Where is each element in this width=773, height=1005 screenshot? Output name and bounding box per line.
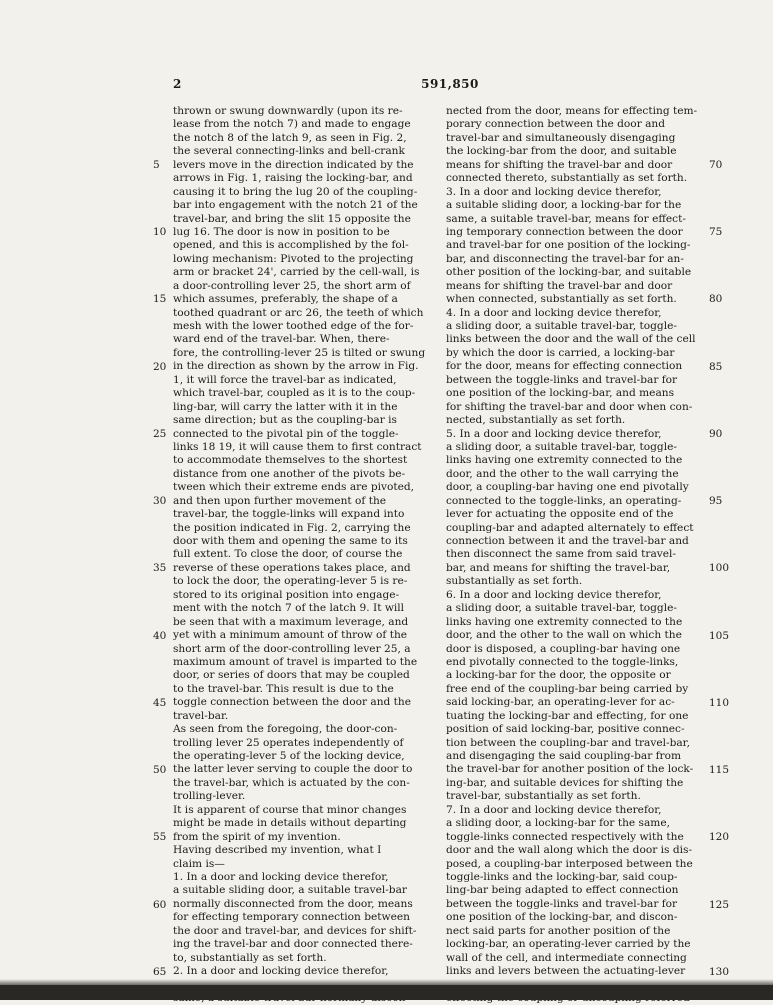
text-line: one position of the locking-bar, and discon- xyxy=(446,911,678,924)
text-line: ing the travel-bar and door connected there- xyxy=(173,938,413,951)
right-text-column xyxy=(446,105,697,1005)
text-line: nect said parts for another position of the xyxy=(446,924,671,937)
text-line: locking-bar, an operating-lever carried by the xyxy=(446,938,691,951)
text-line: thrown or swung downwardly (upon its re- xyxy=(173,105,403,117)
line-number: 90 xyxy=(709,427,723,440)
text-line: bar into engagement with the notch 21 of the xyxy=(173,199,418,212)
patent-number: 591,850 xyxy=(421,77,479,91)
text-line: to lock the door, the operating-lever 5 is re- xyxy=(173,575,408,588)
line-number: 130 xyxy=(709,965,730,978)
line-number: 40 xyxy=(153,629,167,642)
text-line: travel-bar. xyxy=(173,709,229,722)
line-number: 50 xyxy=(153,764,167,777)
line-number: 20 xyxy=(153,360,167,373)
text-line: one position of the locking-bar, and means xyxy=(446,387,675,400)
text-line: by which the door is carried, a locking-bar xyxy=(446,346,675,359)
text-line: for shifting the travel-bar and door when con- xyxy=(446,400,693,413)
text-line: links between the door and the wall of the cell xyxy=(446,333,696,346)
text-line: for effecting temporary connection between xyxy=(173,911,410,924)
text-line: door is disposed, a coupling-bar having one xyxy=(446,642,681,655)
text-line: lug 16. The door is now in position to be xyxy=(173,225,390,238)
text-line: bar, and means for shifting the travel-bar, xyxy=(446,561,671,574)
text-line: the notch 8 of the latch 9, as seen in Fig. 2, xyxy=(173,131,407,144)
line-number: 45 xyxy=(153,696,167,709)
text-line: It is apparent of course that minor changes xyxy=(173,803,407,816)
text-line: links 18 19, it will cause them to first contract xyxy=(173,440,422,453)
text-line: a sliding door, a suitable travel-bar, toggle- xyxy=(446,440,677,453)
text-line: the travel-bar for another position of the lock- xyxy=(446,763,694,776)
text-line: 2. In a door and locking device therefor, xyxy=(173,965,389,977)
text-line: the latter lever serving to couple the door to xyxy=(173,763,413,776)
text-line: As seen from the foregoing, the door-con- xyxy=(173,723,398,736)
text-line: means for shifting the travel-bar and door xyxy=(446,279,673,292)
text-line: lowing mechanism: Pivoted to the projecting xyxy=(173,252,414,265)
text-line: connection between it and the travel-bar and xyxy=(446,535,689,547)
text-line: 6. In a door and locking device therefor, xyxy=(446,588,662,601)
text-line: same direction; but as the coupling-bar is xyxy=(173,414,397,427)
text-line: door, and the other to the wall carrying the xyxy=(446,467,679,480)
text-line: door and the wall along which the door is dis- xyxy=(446,844,693,857)
text-line: a locking-bar for the door, the opposite or xyxy=(446,669,671,682)
text-line: and then upon further movement of the xyxy=(173,494,387,507)
text-line: between the toggle-links and travel-bar for xyxy=(446,897,678,910)
text-line: trolling lever 25 operates independently of xyxy=(173,736,404,749)
text-line: nected, substantially as set forth. xyxy=(446,414,626,427)
text-line: in the direction as shown by the arrow in Fig. xyxy=(173,360,419,373)
text-line: when connected, substantially as set forth. xyxy=(446,293,677,306)
text-line: door with them and opening the same to its xyxy=(173,535,408,547)
text-line: tuating the locking-bar and effecting, for one xyxy=(446,709,689,722)
page-number: 2 xyxy=(173,77,182,91)
text-line: ing temporary connection between the door xyxy=(446,225,683,238)
text-line: to, substantially as set forth. xyxy=(173,951,327,964)
text-line: levers move in the direction indicated by the xyxy=(173,158,414,171)
text-line: said locking-bar, an operating-lever for ac- xyxy=(446,696,675,709)
line-number: 110 xyxy=(709,696,730,709)
text-line: ling-bar, will carry the latter with it in the xyxy=(173,400,398,413)
text-line: posed, a coupling-bar interposed between the xyxy=(446,857,693,870)
text-line: travel-bar, and bring the slit 15 opposite the xyxy=(173,212,411,225)
text-line: and disengaging the said coupling-bar from xyxy=(446,750,682,762)
line-number: 10 xyxy=(153,226,167,239)
text-line: opened, and this is accomplished by the fol- xyxy=(173,239,409,252)
line-number: 60 xyxy=(153,898,167,911)
line-number: 125 xyxy=(709,898,730,911)
text-line: door, and the other to the wall on which the xyxy=(446,629,682,642)
text-line: wall of the cell, and intermediate connecting xyxy=(446,951,687,964)
line-number: 35 xyxy=(153,562,167,575)
line-number: 100 xyxy=(709,562,730,575)
line-number: 55 xyxy=(153,831,167,844)
text-line: end pivotally connected to the toggle-links, xyxy=(446,655,679,668)
text-line: yet with a minimum amount of throw of the xyxy=(173,629,408,642)
text-line: lease from the notch 7) and made to engage xyxy=(173,118,411,131)
text-line: nected from the door, means for effecting tem- xyxy=(446,105,698,117)
text-line: distance from one another of the pivots be- xyxy=(173,467,406,480)
text-line: then disconnect the same from said travel- xyxy=(446,548,677,561)
scan-bottom-border xyxy=(0,985,773,1000)
text-line: fore, the controlling-lever 25 is tilted or swung xyxy=(173,346,426,359)
text-line: means for shifting the travel-bar and door xyxy=(446,158,673,171)
line-number: 105 xyxy=(709,629,730,642)
text-line: 4. In a door and locking device therefor, xyxy=(446,306,662,319)
text-line: other position of the locking-bar, and suitable xyxy=(446,266,692,279)
text-line: a sliding door, a suitable travel-bar, toggle- xyxy=(446,602,677,615)
text-line: links having one extremity connected to the xyxy=(446,454,683,467)
line-number: 85 xyxy=(709,360,723,373)
text-line: to accommodate themselves to the shortest xyxy=(173,454,408,467)
line-number: 120 xyxy=(709,831,730,844)
line-number: 5 xyxy=(153,158,160,171)
text-line: ment with the notch 7 of the latch 9. It will xyxy=(173,602,405,615)
text-line: a door-controlling lever 25, the short arm of xyxy=(173,279,411,292)
text-line: stored to its original position into engage- xyxy=(173,588,400,601)
text-line: mesh with the lower toothed edge of the for- xyxy=(173,320,414,332)
text-line: causing it to bring the lug 20 of the coupling- xyxy=(173,185,418,198)
text-line: toggle-links connected respectively with the xyxy=(446,830,684,843)
text-line: normally disconnected from the door, means xyxy=(173,897,413,910)
text-line: the door and travel-bar, and devices for shift- xyxy=(173,924,417,937)
text-line: toggle-links and the locking-bar, said coup- xyxy=(446,870,678,883)
text-line: 7. In a door and locking device therefor, xyxy=(446,803,662,816)
left-text-column xyxy=(173,105,425,1005)
text-line: bar, and disconnecting the travel-bar for an- xyxy=(446,252,684,265)
text-line: full extent. To close the door, of course the xyxy=(173,548,403,561)
line-number: 30 xyxy=(153,495,167,508)
text-line: a suitable sliding door, a suitable travel-bar xyxy=(173,884,407,897)
text-line: the position indicated in Fig. 2, carrying the xyxy=(173,521,411,534)
text-line: same, a suitable travel-bar, means for effect- xyxy=(446,212,686,225)
text-line: be seen that with a maximum leverage, and xyxy=(173,615,409,628)
text-line: which assumes, preferably, the shape of a xyxy=(173,293,398,306)
text-line: lever for actuating the opposite end of the xyxy=(446,508,674,521)
text-line: 1, it will force the travel-bar as indicated, xyxy=(173,373,397,386)
text-line: claim is— xyxy=(173,857,225,870)
text-line: for the door, means for effecting connection xyxy=(446,360,683,373)
text-line: 3. In a door and locking device therefor, xyxy=(446,185,662,198)
text-line: links and levers between the actuating-lever xyxy=(446,965,686,977)
text-line: connected to the toggle-links, an operating- xyxy=(446,494,682,507)
text-line: 1. In a door and locking device therefor, xyxy=(173,870,389,883)
text-line: a suitable sliding door, a locking-bar for the xyxy=(446,199,682,212)
text-line: position of said locking-bar, positive connec- xyxy=(446,723,685,736)
line-number: 25 xyxy=(153,427,167,440)
text-line: porary connection between the door and xyxy=(446,118,666,131)
text-line: to the travel-bar. This result is due to the xyxy=(173,682,394,695)
line-number: 70 xyxy=(709,158,723,171)
text-line: maximum amount of travel is imparted to the xyxy=(173,655,418,668)
line-number: 75 xyxy=(709,226,723,239)
text-line: substantially as set forth. xyxy=(446,575,583,588)
text-line: a sliding door, a locking-bar for the same, xyxy=(446,817,670,830)
line-number: 80 xyxy=(709,293,723,306)
text-line: the several connecting-links and bell-crank xyxy=(173,145,405,158)
text-line: tion between the coupling-bar and travel-bar, xyxy=(446,736,690,749)
text-line: door, a coupling-bar having one end pivotally xyxy=(446,481,689,494)
text-line: coupling-bar and adapted alternately to effect xyxy=(446,521,694,534)
text-line: reverse of these operations takes place, and xyxy=(173,561,411,574)
text-line: free end of the coupling-bar being carried by xyxy=(446,682,689,695)
text-line: arrows in Fig. 1, raising the locking-bar, and xyxy=(173,172,413,185)
text-line: the operating-lever 5 of the locking device, xyxy=(173,750,405,762)
text-line: a sliding door, a suitable travel-bar, toggle- xyxy=(446,320,677,332)
text-line: ing-bar, and suitable devices for shifting the xyxy=(446,776,684,789)
text-line: short arm of the door-controlling lever 25, a xyxy=(173,642,411,655)
line-number: 115 xyxy=(709,764,730,777)
text-line: which travel-bar, coupled as it is to the coup- xyxy=(173,387,416,400)
text-line: arm or bracket 24', carried by the cell-wall, is xyxy=(173,266,420,279)
line-number: 65 xyxy=(153,965,167,978)
text-line: the travel-bar, which is actuated by the con- xyxy=(173,776,410,789)
text-line: tween which their extreme ends are pivoted, xyxy=(173,481,415,494)
text-line: between the toggle-links and travel-bar for xyxy=(446,373,678,386)
line-number: 15 xyxy=(153,293,167,306)
text-line: toggle connection between the door and the xyxy=(173,696,412,709)
text-line: 5. In a door and locking device therefor, xyxy=(446,427,662,440)
text-line: Having described my invention, what I xyxy=(173,844,382,857)
text-line: ward end of the travel-bar. When, there- xyxy=(173,333,390,346)
text-line: door, or series of doors that may be coupled xyxy=(173,669,410,682)
text-line: links having one extremity connected to the xyxy=(446,615,683,628)
text-line: the locking-bar from the door, and suitable xyxy=(446,145,677,158)
text-line: and travel-bar for one position of the locking- xyxy=(446,239,691,252)
text-line: travel-bar and simultaneously disengaging xyxy=(446,131,676,144)
text-line: connected thereto, substantially as set forth. xyxy=(446,172,688,185)
line-number: 95 xyxy=(709,495,723,508)
text-line: might be made in details without departing xyxy=(173,817,407,830)
text-line: travel-bar, the toggle-links will expand into xyxy=(173,508,405,521)
text-line: trolling-lever. xyxy=(173,790,246,803)
text-line: connected to the pivotal pin of the toggle- xyxy=(173,427,399,440)
text-line: travel-bar, substantially as set forth. xyxy=(446,790,641,803)
text-line: toothed quadrant or arc 26, the teeth of which xyxy=(173,306,424,319)
text-line: from the spirit of my invention. xyxy=(173,830,341,843)
text-line: ling-bar being adapted to effect connection xyxy=(446,884,679,897)
